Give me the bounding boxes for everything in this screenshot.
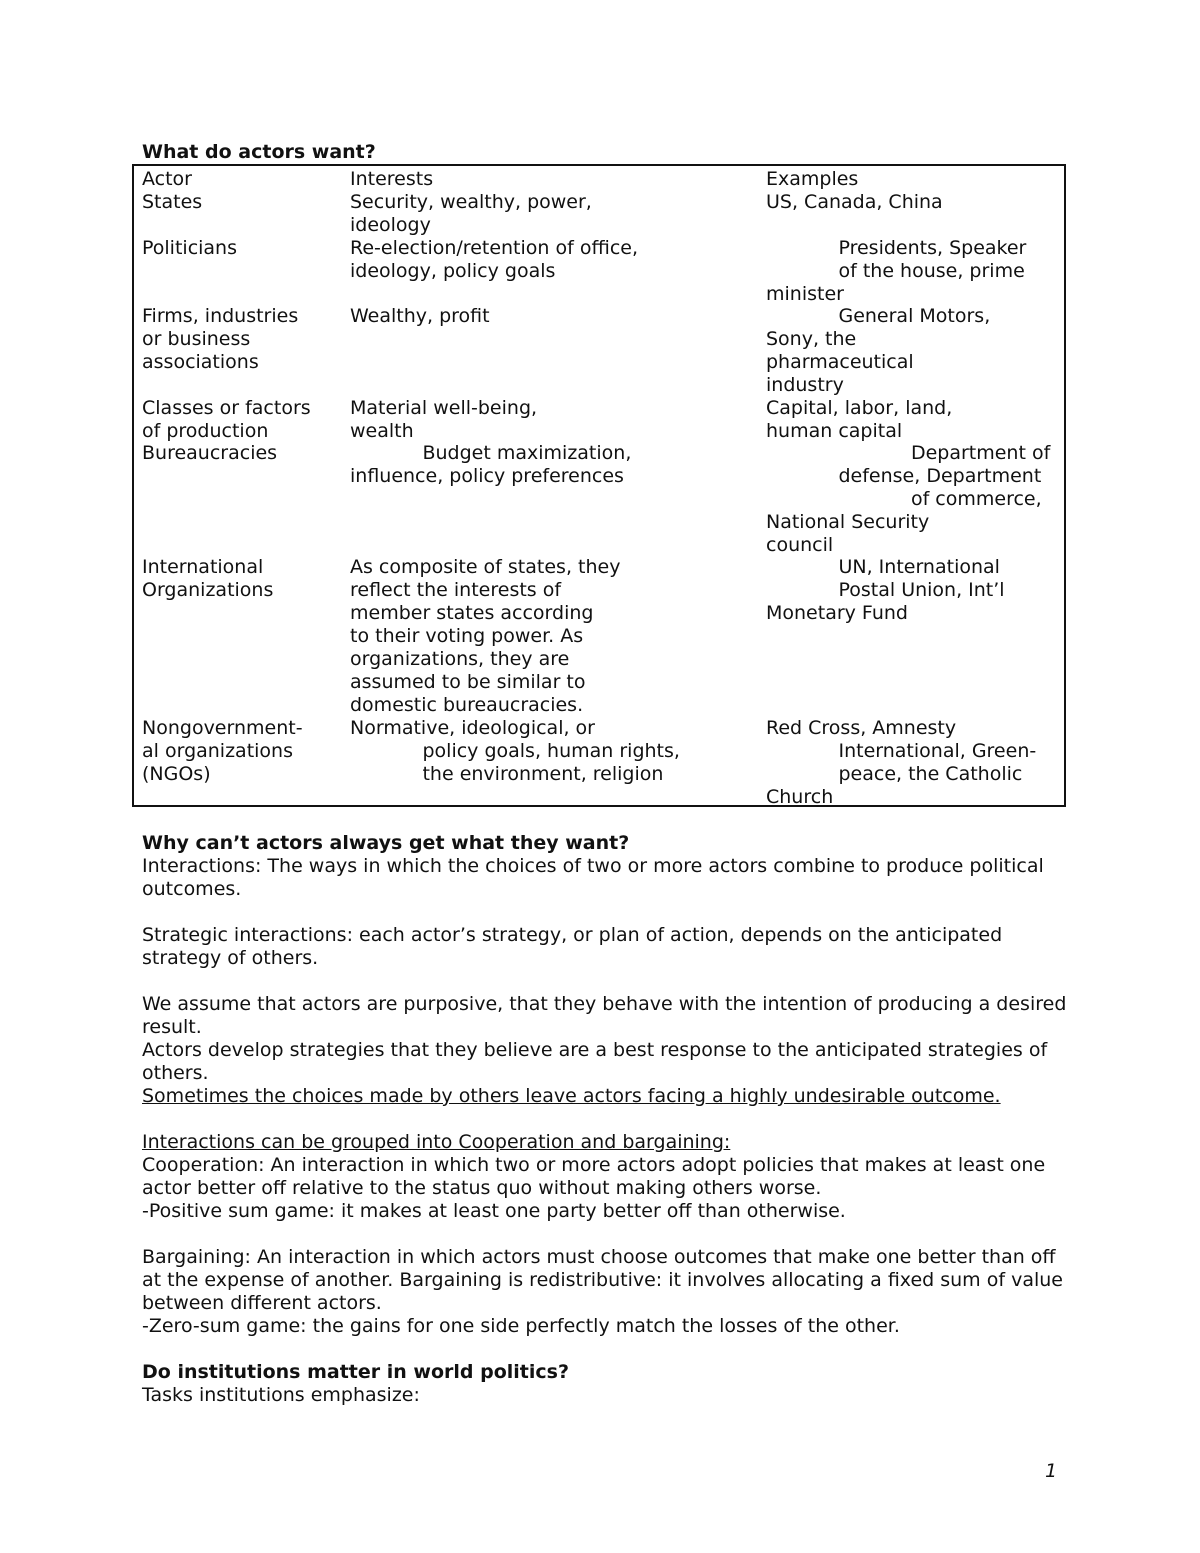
table-cell-examples: Presidents, Speaker of the house, prime minister <box>766 237 1027 305</box>
actors-table <box>132 164 1066 807</box>
paragraph-purposive: We assume that actors are purposive, that they behave with the intention of producing a desired result. <box>142 993 1067 1038</box>
page-number: 1 <box>1045 1460 1058 1482</box>
paragraph-cooperation: Cooperation: An interaction in which two or more actors adopt policies that makes at least one actor better off relative to the status quo without making others worse. <box>142 1154 1046 1199</box>
table-cell-examples: UN, International Postal Union, Int’l Monetary Fund <box>766 556 1005 624</box>
paragraph-positive-sum: -Positive sum game: it makes at least one party better off than otherwise. <box>142 1200 846 1222</box>
table-header-actor: Actor <box>142 168 192 190</box>
table-cell-interests: Normative, ideological, or policy goals, human rights, the environment, religion <box>350 717 680 785</box>
body-text <box>142 855 1072 1407</box>
paragraph-strategies: Actors develop strategies that they believe are a best response to the anticipated strategies of others. <box>142 1039 1048 1084</box>
table-cell-interests: Re-election/retention of office, ideology, policy goals <box>350 237 639 282</box>
paragraph-zero-sum: -Zero-sum game: the gains for one side perfectly match the losses of the other. <box>142 1315 900 1337</box>
table-cell-examples: US, Canada, China <box>766 191 943 213</box>
table-cell-interests: Security, wealthy, power, ideology <box>350 191 592 236</box>
table-cell-actor: Firms, industries or business associations <box>142 305 299 373</box>
table-cell-actor: States <box>142 191 203 213</box>
paragraph-bargaining: Bargaining: An interaction in which actors must choose outcomes that make one better than off at the expense of another. Bargaining is redistributive: it involves allocating a fixed sum of value between different actors. <box>142 1246 1063 1314</box>
section-heading-institutions: Do institutions matter in world politics? <box>142 1361 569 1383</box>
section-heading-actors: What do actors want? <box>142 141 376 163</box>
paragraph-undesirable: Sometimes the choices made by others leave actors facing a highly undesirable outcome. <box>142 1085 1001 1107</box>
table-cell-interests: Budget maximization, influence, policy preferences <box>350 442 632 487</box>
table-cell-examples: Red Cross, Amnesty International, Green- peace, the Catholic Church <box>766 717 1037 808</box>
table-cell-actor: Classes or factors of production <box>142 397 311 442</box>
table-header-interests: Interests <box>350 168 434 190</box>
table-cell-examples: Capital, labor, land, human capital <box>766 397 953 442</box>
paragraph-tasks: Tasks institutions emphasize: <box>142 1384 420 1406</box>
paragraph-interactions: Interactions: The ways in which the choices of two or more actors combine to produce political outcomes. <box>142 855 1044 900</box>
table-cell-actor: Nongovernment- al organizations (NGOs) <box>142 717 303 785</box>
table-cell-actor: Bureaucracies <box>142 442 278 464</box>
table-cell-actor: Politicians <box>142 237 237 259</box>
section-heading-why: Why can’t actors always get what they want? <box>142 832 630 854</box>
table-cell-examples: General Motors, Sony, the pharmaceutical industry <box>766 305 991 396</box>
table-cell-examples: Department of defense, Department of commerce, National Security council <box>766 442 1051 556</box>
paragraph-strategic: Strategic interactions: each actor’s strategy, or plan of action, depends on the anticipated strategy of others. <box>142 924 1003 969</box>
paragraph-grouped: Interactions can be grouped into Cooperation and bargaining: <box>142 1131 731 1153</box>
table-cell-interests: As composite of states, they reflect the interests of member states according to their voting power. As organizations, they are assumed to be similar to domestic bureaucracies. <box>350 556 621 716</box>
table-cell-interests: Wealthy, profit <box>350 305 490 327</box>
table-cell-interests: Material well-being, wealth <box>350 397 538 442</box>
table-header-examples: Examples <box>766 168 859 190</box>
table-cell-actor: International Organizations <box>142 556 274 601</box>
